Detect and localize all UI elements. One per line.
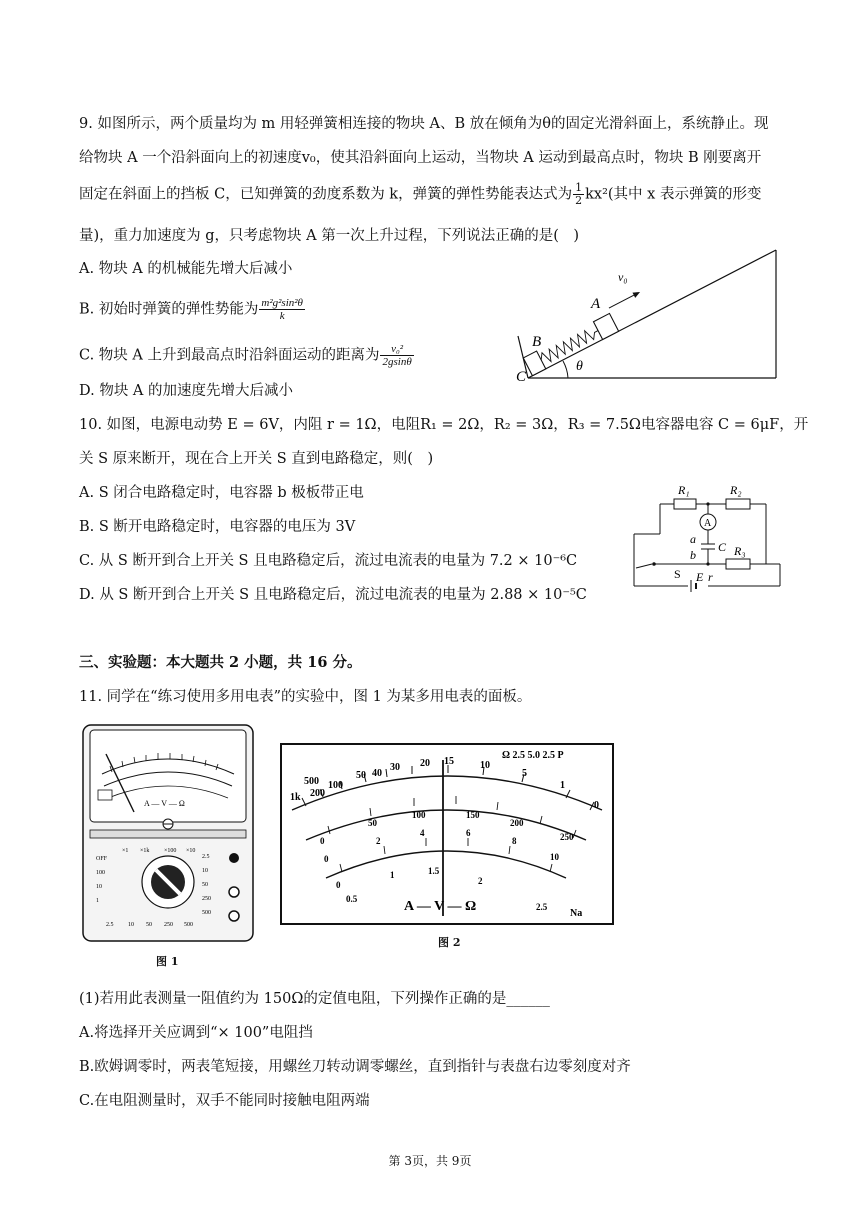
label-e: E <box>696 570 704 584</box>
q10-line-2: 关 S 原来断开，现在合上开关 S 直到电路稳定，则( ) <box>79 451 434 467</box>
ohm-label-200: 200 <box>310 788 325 799</box>
ac-label-2: 2 <box>478 876 483 886</box>
label-c: C <box>718 540 727 554</box>
label-v0: v₀ <box>618 270 628 284</box>
dc-b-label-6: 6 <box>466 828 471 838</box>
ohm-label-100: 100 <box>328 780 343 791</box>
ac-label-0-5: 0.5 <box>346 894 358 904</box>
multimeter-figure-1 <box>82 724 254 942</box>
q9-line-1: 9. 如图所示，两个质量均为 m 用轻弹簧相连接的物块 A、B 放在倾角为θ的固定光滑斜面上，系统静止。现 <box>79 116 769 132</box>
switch-label-x10: ×10 <box>186 848 196 854</box>
switch-label-x1: ×1 <box>122 848 129 854</box>
label-theta: θ <box>576 359 583 374</box>
resistor-r1 <box>674 499 696 509</box>
switch-label-1: 1 <box>96 898 99 904</box>
ohm-label-15: 15 <box>444 756 454 767</box>
switch-label-ac-50: 50 <box>146 922 152 928</box>
multimeter-dial-figure-2 <box>280 740 614 926</box>
figure-2-caption: 图 2 <box>438 936 461 949</box>
q9-line-4: 量)，重力加速度为 g，只考虑物块 A 第一次上升过程，下列说法正确的是( ) <box>79 228 580 244</box>
ac-label-1-5: 1.5 <box>428 866 440 876</box>
dc-b-label-10: 10 <box>550 852 559 862</box>
label-c: C <box>516 369 527 384</box>
q9-option-b <box>79 297 306 322</box>
q9-option-c-text: C. 物块 A 上升到最高点时沿斜面运动的距离为 <box>79 347 380 364</box>
ac-label-2-5: 2.5 <box>536 902 548 912</box>
ac-label-1: 1 <box>390 870 395 880</box>
ohm-label-20: 20 <box>420 758 430 769</box>
q11-intro: 11. 同学在“练习使用多用电表”的实验中，图 1 为某多用电表的面板。 <box>79 689 532 705</box>
dc-b-label-4: 4 <box>420 828 425 838</box>
switch-label-10v: 10 <box>202 868 208 874</box>
q10-option-c: C. 从 S 断开到合上开关 S 且电路稳定后，流过电流表的电量为 7.2 × 10⁻⁶C <box>79 553 578 569</box>
q9-frac-den: 2 <box>575 194 583 207</box>
figure-1-face-label: A — V — Ω <box>144 799 185 808</box>
q10-option-b: B. S 断开电路稳定时，电容器的电压为 3V <box>79 519 356 535</box>
dc-b-label-2: 2 <box>376 836 381 846</box>
q10-option-d: D. 从 S 断开到合上开关 S 且电路稳定后，流过电流表的电量为 2.88 × 10⁻⁵C <box>79 587 587 603</box>
q9-line-2: 给物块 A 一个沿斜面向上的初速度v₀，使其沿斜面向上运动，当物块 A 运动到最高点时，物块 B 刚要离开 <box>79 150 762 166</box>
probe-jack-3[interactable] <box>229 911 239 921</box>
switch-label-ac-2-5: 2.5 <box>106 922 114 928</box>
q9-option-a: A. 物块 A 的机械能先增大后减小 <box>79 261 293 277</box>
page-footer: 第 3页，共 9页 <box>388 1154 472 1168</box>
label-s: S <box>674 567 681 581</box>
ohm-label-5: 5 <box>522 768 527 779</box>
q9-option-c <box>79 343 415 368</box>
switch-label-off: OFF <box>96 856 108 862</box>
switch-label-50: 50 <box>202 882 208 888</box>
switch-label-500: 500 <box>202 910 211 916</box>
dc-label-250: 250 <box>560 832 574 842</box>
label-b: B <box>532 334 542 350</box>
q9-option-c-den: 2gsinθ <box>382 356 412 368</box>
dc-label-150: 150 <box>466 810 480 820</box>
ohm-label-500: 500 <box>304 776 319 787</box>
q9-option-b-fraction <box>259 297 305 322</box>
figure-2-na: Na <box>570 908 583 919</box>
q11-sub-1: (1)若用此表测量一阻值约为 150Ω的定值电阻，下列操作正确的是______ <box>79 991 550 1007</box>
q9-frac-num: 1 <box>575 181 583 194</box>
switch-label-x100: ×100 <box>164 848 177 854</box>
dc-b-label-8: 8 <box>512 836 517 846</box>
q9-option-b-num: m²g²sin²θ <box>261 297 303 309</box>
q11-option-a: A.将选择开关应调到“× 100”电阻挡 <box>79 1025 313 1041</box>
ohm-label-1k: 1k <box>290 792 301 803</box>
label-ammeter: A <box>704 518 712 529</box>
dc-label-200: 200 <box>510 818 524 828</box>
ohm-label-50: 50 <box>356 770 366 781</box>
ohm-label-10: 10 <box>480 760 490 771</box>
label-b: b <box>690 548 696 562</box>
q9-option-c-fraction <box>380 343 413 368</box>
dc-label-0: 0 <box>320 836 325 846</box>
label-r1: R₁ <box>678 483 690 497</box>
q9-incline-figure <box>510 248 780 384</box>
block-a <box>593 313 618 339</box>
figure-2-unit-line: A — V — Ω <box>404 899 477 914</box>
ohm-label-40: 40 <box>372 768 382 779</box>
label-r3: R₃ <box>734 544 746 558</box>
label-r2: R₂ <box>730 483 742 497</box>
switch-label-ac-10: 10 <box>128 922 134 928</box>
section-3-heading: 三、实验题：本大题共 2 小题，共 16 分。 <box>79 654 362 671</box>
q9-option-d: D. 物块 A 的加速度先增大后减小 <box>79 383 294 399</box>
q9-option-b-den: k <box>279 310 285 322</box>
q9-option-c-num: v₀² <box>380 343 413 356</box>
switch-label-x1k: ×1k <box>140 848 150 854</box>
switch-label-250: 250 <box>202 896 211 902</box>
switch-label-ac-250: 250 <box>164 922 173 928</box>
label-a: A <box>591 296 601 312</box>
dc-b-label-0: 0 <box>324 854 329 864</box>
ohm-label-0: 0 <box>594 800 599 811</box>
q9-option-b-text: B. 初始时弹簧的弹性势能为 <box>79 301 259 318</box>
switch-label-2-5: 2.5 <box>202 854 210 860</box>
q11-option-b: B.欧姆调零时，两表笔短接，用螺丝刀转动调零螺丝，直到指针与表盘右边零刻度对齐 <box>79 1059 631 1075</box>
switch-label-10: 10 <box>96 884 102 890</box>
figure-1-caption: 图 1 <box>156 955 179 968</box>
q11-option-c: C.在电阻测量时，双手不能同时接触电阻两端 <box>79 1093 370 1109</box>
q9-line-3 <box>79 182 761 207</box>
q10-line-1: 10. 如图，电源电动势 E = 6V，内阻 r = 1Ω，电阻R₁ = 2Ω，R₂ = 3Ω，R₃ = 7.5Ω电容器电容 C = 6μF，开 <box>79 417 809 433</box>
resistor-r2 <box>726 499 750 509</box>
ac-label-0: 0 <box>336 880 341 890</box>
switch-label-ac-500: 500 <box>184 922 193 928</box>
resistor-r3 <box>726 559 750 569</box>
q9-line-3-text-b: kx²(其中 x 表示弹簧的形变 <box>585 186 762 203</box>
probe-jack-2[interactable] <box>229 887 239 897</box>
switch-label-100: 100 <box>96 870 105 876</box>
figure-2-top-right: Ω 2.5 5.0 2.5 P <box>502 750 564 761</box>
q10-option-a: A. S 闭合电路稳定时，电容器 b 极板带正电 <box>79 485 364 501</box>
probe-jack-1[interactable] <box>229 853 239 863</box>
dc-label-50: 50 <box>368 818 377 828</box>
dc-label-100: 100 <box>412 810 426 820</box>
ohm-label-30: 30 <box>390 762 400 773</box>
q9-line-3-text-a: 固定在斜面上的挡板 C，已知弹簧的劲度系数为 k，弹簧的弹性势能表达式为 <box>79 186 573 203</box>
q9-half-fraction <box>573 182 584 207</box>
label-a: a <box>690 532 696 546</box>
switch-s <box>636 564 652 568</box>
q10-circuit-figure <box>628 480 784 592</box>
label-r: r <box>708 570 713 584</box>
ohm-label-1: 1 <box>560 780 565 791</box>
